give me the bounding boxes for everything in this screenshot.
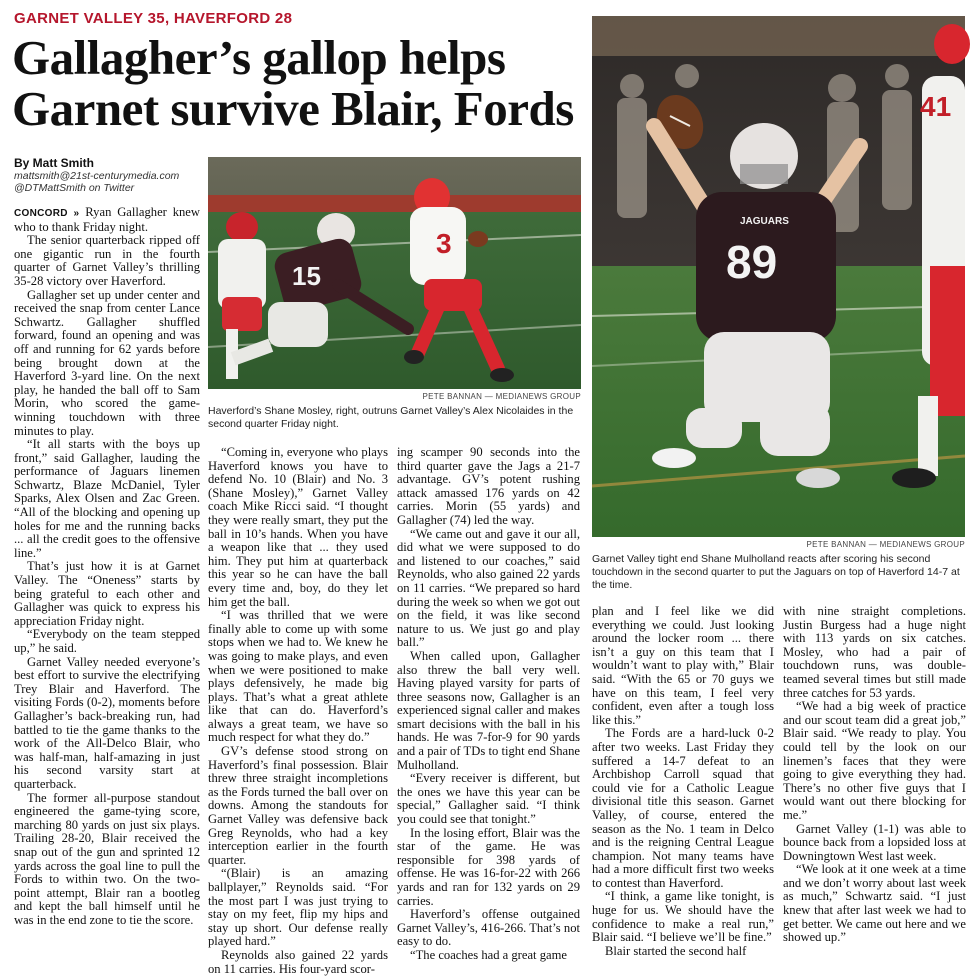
article-paragraph: “(Blair) is an amazing ballplayer,” Reynolds said. “For the most part I was just trying to stay on my feet, flip my hips and stay up short. Our defense really played hard.” — [208, 866, 388, 949]
byline-email[interactable]: mattsmith@21st-centurymedia.com — [14, 170, 180, 182]
jersey-89: 89 — [726, 236, 778, 288]
article-paragraph: plan and I feel like we did everything we could. Just looking around the locker room ... there isn’t a guy on this team that I wouldn’t want to play with,” Blair said. “With the 65 or 70 guys we have on this team, I feel very confident, even after a tough loss like this.” — [592, 604, 774, 727]
article-paragraph: “We look at it one week at a time and we don’t worry about last week as much,” Schwartz said. “I just knew that after last week we had to get better. We came out here and we showed up.” — [783, 862, 966, 945]
article-paragraph: with nine straight completions. Justin Burgess had a huge night with 113 yards on six catches. Mosley, who had a pair of touchdown runs, was double-teamed several times but still made three catches for 53 yards. — [783, 604, 966, 700]
headline-line-2: Garnet survive Blair, Fords — [12, 81, 574, 136]
article-paragraph: ing scamper 90 seconds into the third quarter gave the Jags a 21-7 advantage. GV’s potent rushing attack amassed 176 yards on 42 carries. Morin (55 yards) and Gallagher (74) led the way. — [397, 445, 580, 527]
byline — [14, 156, 204, 194]
photo-1-credit: PETE BANNAN — MEDIANEWS GROUP — [422, 392, 581, 401]
article-paragraph: The senior quarterback ripped off one gigantic run in the fourth quarter of Garnet Valley’s thrilling 35-28 victory over Haverford. — [14, 233, 200, 288]
kicker: GARNET VALLEY 35, HAVERFORD 28 — [14, 10, 293, 27]
article-column-1 — [14, 206, 200, 928]
article-paragraph: In the losing effort, Blair was the star of the game. He was responsible for 398 yards of offense. He was 16-for-22 with 266 yards and ran for 132 yards on 29 carries. — [397, 825, 580, 908]
headline-line-1: Gallagher’s gallop helps — [12, 30, 506, 85]
article-paragraph: “I was thrilled that we were finally able to come up with some stops when we had to. We knew he was going to make plays, and even when we were positioned to make plays defensively, he made big plays. That’s what a great athlete like that can do. Haverford’s always a great team, we have so much respect for what they do.” — [208, 608, 388, 745]
photo-2-illustration — [592, 16, 965, 537]
article-paragraph: Reynolds also gained 22 yards on 11 carries. His four-yard scor- — [208, 947, 388, 976]
article-paragraph: GV’s defense stood strong on Haverford’s final possession. Blair threw three straight incompletions as the Fords turned the ball over on downs. Among the standouts for Garnet Valley was defensive back Greg Reynolds, who had a key interception earlier in the fourth quarter. — [208, 744, 388, 867]
article-column-4 — [592, 604, 774, 958]
article-paragraph: “Everybody on the team stepped up,” he said. — [14, 627, 200, 655]
article-paragraph: “I think, a game like tonight, is huge for us. We should have the confidence to make a real run,” Blair said. “I believe we’ll be fine.” — [592, 889, 774, 945]
article-paragraph: The former all-purpose standout engineered the game-tying score, marching 80 yards on just six plays. Trailing 28-20, Blair received the snap out of the gun and sprinted 12 yards across the goal line to pull the Fords to within two. On the two-point attempt, Blair ran a bootleg and kept the ball himself until he was in the end zone to tie the score. — [14, 790, 200, 927]
article-paragraph: That’s just how it is at Garnet Valley. The “Oneness” starts by being grateful to each other and Gallagher was quick to express his appreciation Friday night. — [14, 559, 200, 628]
article-paragraph: Haverford’s offense outgained Garnet Valley’s, 416-266. That’s not easy to do. — [397, 907, 580, 949]
article-paragraph: Garnet Valley needed everyone’s best effort to survive the electrifying Trey Blair and Haverford. The visiting Fords (0-2), moments before Gallagher’s back-breaking run, had battled to tie the game thanks to the work of the All-Delco Blair, who was half-man, half-amazing in just his second varsity start at quarterback. — [14, 654, 200, 791]
article-paragraph: Gallagher set up under center and received the snap from center Lance Schwartz. Gallagher shuffled forward, found an opening and was off and running for 62 yards before being brought down at the Haverford 3-yard line. On the next play, he handed the ball off to Sam Morin, who scored the game-winning touchdown with three minutes to play. — [14, 287, 200, 438]
article-paragraph: “We had a big week of practice and our scout team did a great job,” Blair said. “We ready to play. You could tell by the look on our linemen’s faces that they were going to give everything they had. There’s no other five guys that I would want out there blocking for me.” — [783, 699, 966, 822]
photo-mulholland-touchdown — [592, 16, 965, 537]
article-paragraph: “The coaches had a great game — [410, 947, 567, 962]
article-paragraph: “Every receiver is different, but the ones we have this year can be special,” Gallagher said. “I think you could see that tonight.” — [397, 771, 580, 827]
jersey-15: 15 — [292, 261, 321, 291]
byline-twitter[interactable]: @DTMattSmith on Twitter — [14, 182, 135, 194]
photo-2-credit: PETE BANNAN — MEDIANEWS GROUP — [806, 540, 965, 549]
article-paragraph: CONCORD » Ryan Gallagher knew who to thank Friday night. — [14, 205, 200, 234]
article-column-5 — [783, 604, 966, 945]
photo-2-caption: Garnet Valley tight end Shane Mulholland reacts after scoring his second touchdown in the second quarter to put the Jaguars on top of Haverford 14-7 at the time. — [592, 553, 960, 591]
article-paragraph: Garnet Valley (1-1) was able to bounce back from a lopsided loss at Downingtown West last week. — [783, 821, 966, 863]
photo-1-caption: Haverford’s Shane Mosley, right, outruns Garnet Valley’s Alex Nicolaides in the second quarter Friday night. — [208, 405, 574, 430]
article-column-2 — [208, 445, 388, 976]
photo-1-illustration — [208, 157, 581, 389]
article-paragraph: “It all starts with the boys up front,” said Gallagher, lauding the performance of Jaguars linemen Schwartz, Blaze McDaniel, Tyler Sparks, Alex Olsen and Zac Green. “All of the blocking and opening up holes for me and the running backs ... all the credit goes to the offensive line.” — [14, 437, 200, 560]
photo-haverford-mosley — [208, 157, 581, 389]
jersey-team-name: JAGUARS — [740, 216, 789, 227]
article-paragraph: “Coming in, everyone who plays Haverford knows you have to defend No. 10 (Blair) and No. 3 (Shane Mosley),” Garnet Valley coach Mike Ricci said. “I thought they were really smart, they put the ball in 10’s hands. When you have a weapon like that ... they used him. They put him at quarterback this year so he can have the ball every time and, boy, do they let him get the ball. — [208, 445, 388, 609]
dateline: CONCORD » — [14, 208, 80, 219]
jersey-3: 3 — [436, 228, 452, 259]
article-paragraph: Blair started the second half — [605, 943, 747, 958]
article-paragraph: “We came out and gave it our all, did what we were supposed to do and listened to our coaches,” said Reynolds, who also gained 22 yards on 11 carries. “We prepared so hard during the week so when we got out on the field, it was like second nature to us. We just go and play ball.” — [397, 526, 580, 650]
jersey-41: 41 — [920, 91, 952, 122]
article-column-3 — [397, 445, 580, 962]
byline-name: By Matt Smith — [14, 156, 95, 170]
article-paragraph: When called upon, Gallagher also threw the ball very well. Having played varsity for parts of three seasons now, Gallagher is an experienced signal caller and makes smart decisions with the ball in his hands. He was 7-for-9 for 90 yards and a pair of TDs to tight end Shane Mulholland. — [397, 648, 580, 772]
article-paragraph: The Fords are a hard-luck 0-2 after two weeks. Last Friday they suffered a 14-7 defeat to an Archbishop Carroll squad that could vie for a Catholic League divisional title this season. Garnet Valley, of course, entered the season as the No. 1 team in Delco and is the reigning Central League champion. Not many teams have had a more difficult first two weeks to contest than Haverford. — [592, 726, 774, 890]
headline — [12, 32, 587, 134]
